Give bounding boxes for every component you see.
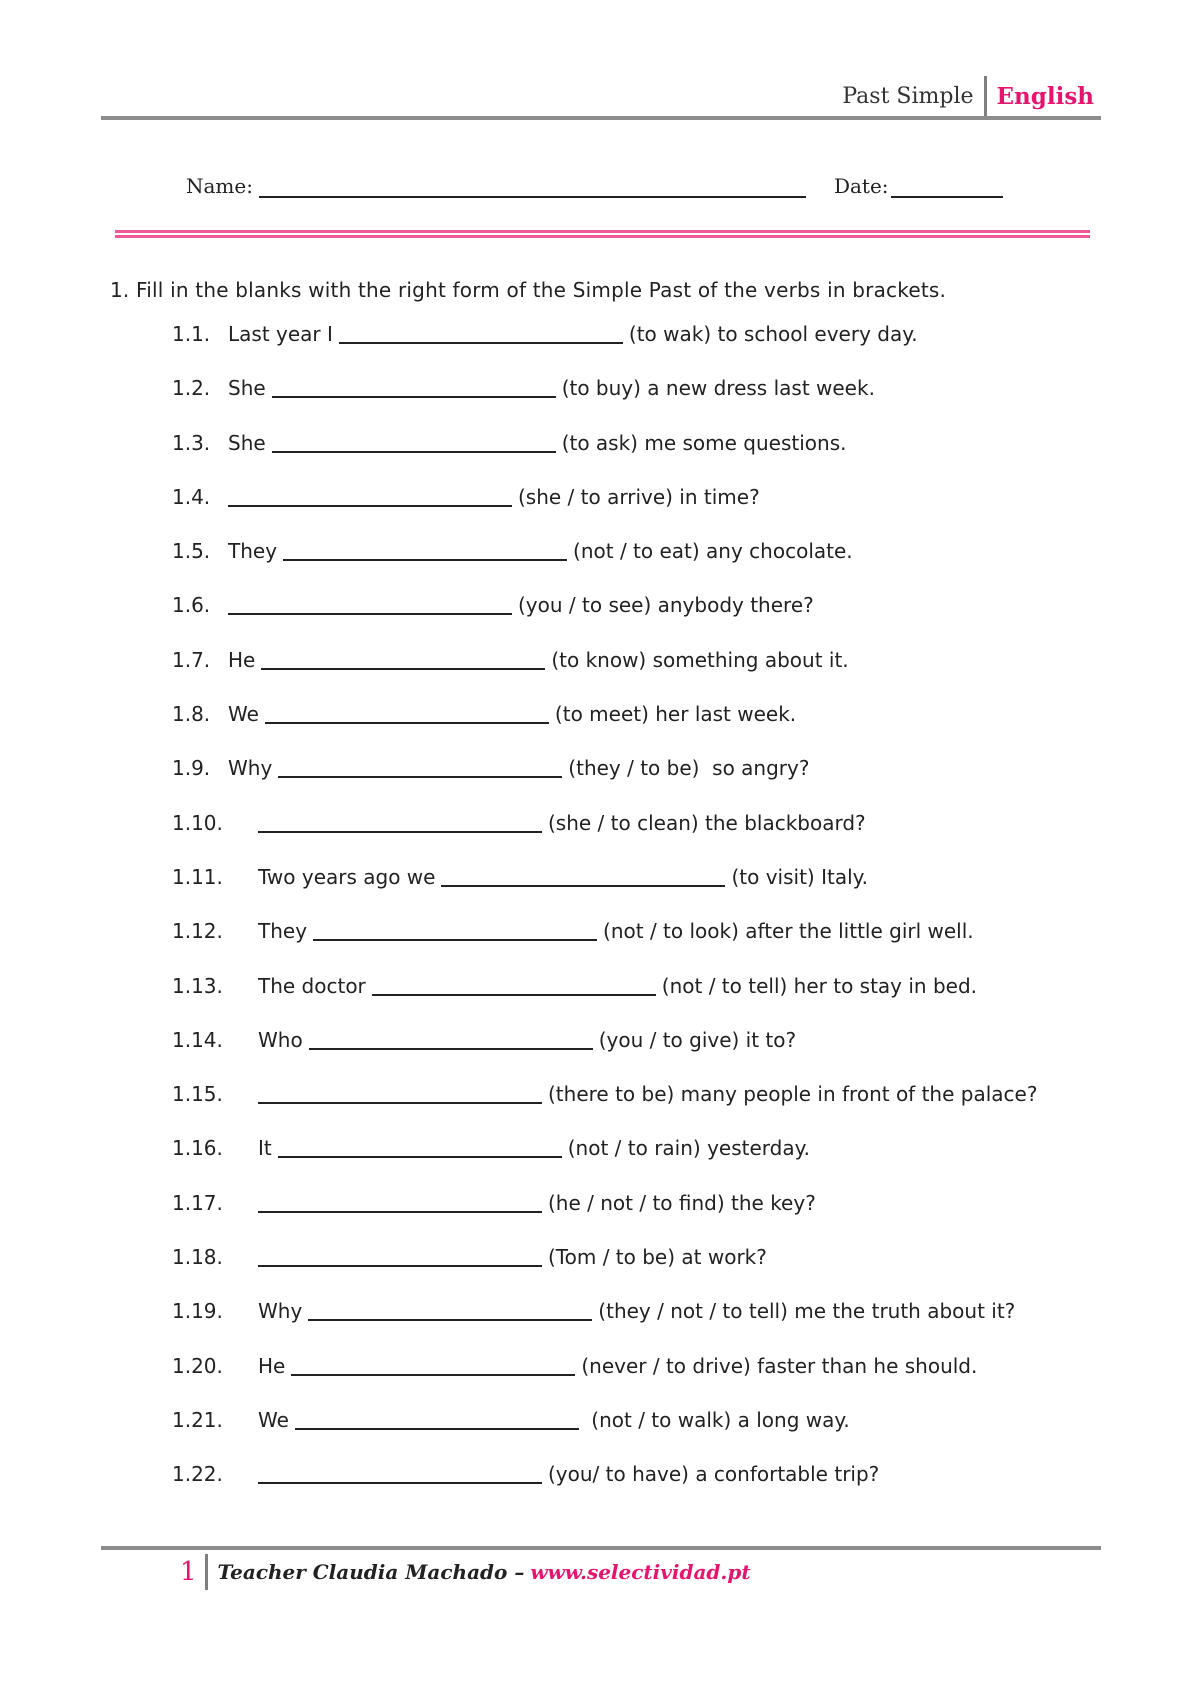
item-number: 1.1. [172, 322, 211, 346]
item-number: 1.2. [172, 376, 211, 401]
name-label: Name: [186, 174, 253, 198]
item-text-after: (there to be) many people in front of the palace? [548, 1082, 1038, 1107]
item-text-after: (to visit) Italy. [731, 864, 868, 889]
answer-blank[interactable] [339, 322, 623, 344]
exercise-instruction: 1. Fill in the blanks with the right form of the Simple Past of the verbs in brackets. [110, 278, 947, 302]
item-text-before: She [228, 376, 266, 401]
item-number: 1.19. [172, 1299, 223, 1324]
item-text-after: (you / to see) anybody there? [518, 593, 814, 618]
answer-blank[interactable] [258, 1462, 542, 1484]
item-text-after: (not / to rain) yesterday. [567, 1136, 810, 1161]
date-label: Date: [833, 174, 889, 198]
item-number: 1.15. [172, 1082, 223, 1107]
answer-blank[interactable] [258, 1245, 542, 1267]
item-number: 1.17. [172, 1190, 223, 1215]
item-text-after: (not / to walk) a long way. [584, 1407, 850, 1432]
exercise-item [172, 919, 1037, 973]
item-text-before: We [258, 1407, 289, 1432]
exercise-item [172, 1082, 1037, 1136]
item-number: 1.7. [172, 647, 211, 672]
exercise-item [172, 593, 1037, 647]
exercise-item [172, 1245, 1037, 1299]
item-text-before: Last year I [228, 322, 333, 346]
item-number: 1.20. [172, 1353, 223, 1378]
answer-blank[interactable] [228, 593, 512, 615]
item-number: 1.21. [172, 1407, 223, 1432]
item-number: 1.3. [172, 430, 211, 455]
header-language: English [996, 82, 1094, 110]
exercise-item [172, 1136, 1037, 1190]
answer-blank[interactable] [291, 1354, 575, 1376]
item-text-after: (to know) something about it. [551, 647, 849, 672]
item-text-after: (she / to clean) the blackboard? [548, 810, 866, 835]
item-number: 1.11. [172, 864, 223, 889]
answer-blank[interactable] [372, 974, 656, 996]
item-number: 1.8. [172, 702, 211, 727]
answer-blank[interactable] [228, 485, 512, 507]
answer-blank[interactable] [441, 865, 725, 887]
exercise-item [172, 1408, 1037, 1462]
item-text-after: (to buy) a new dress last week. [561, 376, 875, 401]
answer-blank[interactable] [258, 811, 542, 833]
name-field[interactable] [259, 174, 806, 198]
item-text-after: (you/ to have) a confortable trip? [548, 1462, 880, 1487]
item-text-before: She [228, 430, 266, 455]
footer-url[interactable]: www.selectividad.pt [530, 1560, 751, 1584]
exercise-item [172, 539, 1037, 593]
item-text-before: He [258, 1353, 286, 1378]
answer-blank[interactable] [295, 1408, 579, 1430]
answer-blank[interactable] [258, 1191, 542, 1213]
item-number: 1.9. [172, 756, 211, 781]
item-text-after: (to ask) me some questions. [561, 430, 847, 455]
item-text-after: (not / to look) after the little girl well. [603, 919, 974, 944]
answer-blank[interactable] [283, 539, 567, 561]
exercise-item [172, 376, 1037, 430]
name-date-row [186, 174, 1006, 198]
answer-blank[interactable] [265, 702, 549, 724]
item-number: 1.4. [172, 484, 211, 509]
item-text-after: (they / to be) so angry? [568, 756, 810, 781]
item-text-after: (never / to drive) faster than he should. [581, 1353, 978, 1378]
item-text-after: (Tom / to be) at work? [548, 1245, 767, 1270]
footer-divider [205, 1554, 208, 1590]
exercise-item [172, 1462, 1037, 1516]
item-text-before: Why [228, 756, 273, 781]
page-header [842, 78, 1094, 114]
item-number: 1.12. [172, 919, 223, 944]
footer-rule [101, 1546, 1101, 1550]
answer-blank[interactable] [308, 1299, 592, 1321]
item-text-before: The doctor [258, 973, 366, 998]
item-text-before: They [228, 539, 278, 564]
answer-blank[interactable] [278, 756, 562, 778]
exercise-list [172, 322, 1037, 1517]
exercise-item [172, 1191, 1037, 1245]
item-text-after: (to meet) her last week. [554, 702, 797, 727]
exercise-item [172, 865, 1037, 919]
exercise-item [172, 702, 1037, 756]
exercise-item [172, 974, 1037, 1028]
answer-blank[interactable] [261, 648, 545, 670]
page-number: 1 [180, 1557, 197, 1587]
item-text-before: Why [258, 1299, 303, 1324]
date-field[interactable] [891, 174, 1003, 198]
item-text-before: They [258, 919, 308, 944]
exercise-item [172, 756, 1037, 810]
pink-rule-bottom [115, 235, 1090, 238]
item-number: 1.10. [172, 810, 223, 835]
item-text-before: Two years ago we [258, 864, 436, 889]
item-text-after: (she / to arrive) in time? [518, 484, 760, 509]
answer-blank[interactable] [313, 919, 597, 941]
item-text-after: (he / not / to find) the key? [548, 1190, 816, 1215]
item-text-before: We [228, 702, 259, 727]
header-subject: Past Simple [842, 83, 974, 109]
item-number: 1.18. [172, 1245, 223, 1270]
item-text-after: (you / to give) it to? [598, 1027, 797, 1052]
item-text-after: (not / to tell) her to stay in bed. [661, 973, 978, 998]
item-number: 1.22. [172, 1462, 223, 1487]
answer-blank[interactable] [278, 1136, 562, 1158]
item-text-after: (to wak) to school every day. [628, 322, 918, 346]
item-number: 1.5. [172, 539, 211, 564]
answer-blank[interactable] [272, 376, 556, 398]
page-footer [180, 1554, 751, 1590]
item-number: 1.16. [172, 1136, 223, 1161]
exercise-item [172, 1028, 1037, 1082]
item-text-before: He [228, 647, 256, 672]
exercise-item [172, 322, 1037, 376]
answer-blank[interactable] [309, 1028, 593, 1050]
exercise-item [172, 648, 1037, 702]
item-number: 1.13. [172, 973, 223, 998]
exercise-item [172, 1299, 1037, 1353]
answer-blank[interactable] [258, 1082, 542, 1104]
item-text-after: (not / to eat) any chocolate. [573, 539, 853, 564]
item-text-before: Who [258, 1027, 303, 1052]
exercise-item [172, 1354, 1037, 1408]
item-number: 1.14. [172, 1027, 223, 1052]
exercise-item [172, 485, 1037, 539]
header-rule [101, 116, 1101, 120]
exercise-item [172, 431, 1037, 485]
answer-blank[interactable] [272, 431, 556, 453]
pink-rule-top [115, 230, 1090, 233]
footer-author: Teacher Claudia Machado – [217, 1560, 525, 1584]
exercise-item [172, 811, 1037, 865]
item-text-after: (they / not / to tell) me the truth about it? [598, 1299, 1016, 1324]
item-number: 1.6. [172, 593, 211, 618]
item-text-before: It [258, 1136, 272, 1161]
